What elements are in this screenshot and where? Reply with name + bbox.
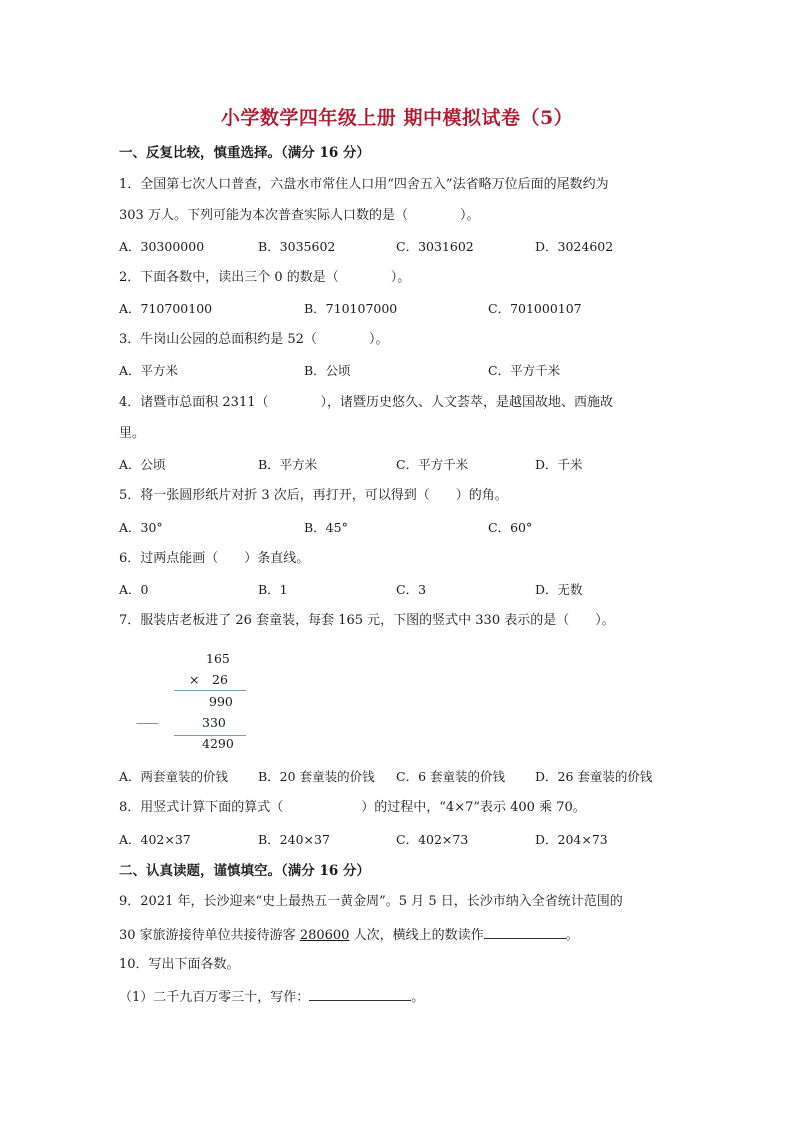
- q1-option-d[interactable]: D．3024602: [535, 239, 614, 254]
- q3-option-a[interactable]: A．平方米: [119, 363, 179, 378]
- q6-option-d[interactable]: D．无数: [535, 582, 583, 597]
- page-title: 小学数学四年级上册 期中模拟试卷（5）: [220, 107, 574, 129]
- q7-option-d[interactable]: D．26 套童装的价钱: [535, 769, 653, 784]
- q2-option-b[interactable]: B．710107000: [304, 301, 398, 316]
- q3-option-c[interactable]: C．平方千米: [488, 363, 561, 378]
- vm-partial-1: 990: [209, 694, 233, 709]
- q9-text-pre: 30 家旅游接待单位共接待游客: [119, 928, 300, 943]
- question-4-line2: 里。: [119, 426, 146, 441]
- q5-option-a[interactable]: A．30°: [119, 520, 163, 535]
- question-3: 3．牛岗山公园的总面积约是 52（ ）。: [119, 332, 389, 347]
- q2-option-a[interactable]: A．710700100: [119, 301, 213, 316]
- q9-text-post: 人次，横线上的数读作: [349, 928, 484, 943]
- q4-option-d[interactable]: D．千米: [535, 457, 583, 472]
- q1-option-c[interactable]: C．3031602: [396, 239, 474, 254]
- question-9-line1: 9．2021 年，长沙迎来“史上最热五一黄金周”。5 月 5 日，长沙市纳入全省统计范围的: [119, 894, 623, 909]
- q7-option-b[interactable]: B．20 套童装的价钱: [258, 769, 375, 784]
- q4-option-a[interactable]: A．公顷: [119, 457, 166, 472]
- question-10: 10．写出下面各数。: [119, 957, 240, 972]
- q7-option-a[interactable]: A．两套童装的价钱: [119, 769, 229, 784]
- q4-option-c[interactable]: C．平方千米: [396, 457, 469, 472]
- q5-option-c[interactable]: C．60°: [488, 520, 533, 535]
- q8-option-c[interactable]: C．402×73: [396, 832, 469, 847]
- q7-option-c[interactable]: C．6 套童装的价钱: [396, 769, 505, 784]
- section-2-heading: 二、认真读题，谨慎填空。（满分 16 分）: [119, 863, 370, 879]
- question-1-line1: 1．全国第七次人口普查，六盘水市常住人口用“四舍五入”法省略万位后面的尾数约为: [119, 177, 609, 192]
- question-1-line2: 303 万人。下列可能为本次普查实际人口数的是（ ）。: [119, 208, 480, 223]
- q8-option-d[interactable]: D．204×73: [535, 832, 608, 847]
- question-6: 6．过两点能画（ ）条直线。: [119, 551, 310, 566]
- question-8: 8．用竖式计算下面的算式（ ）的过程中，“4×7”表示 400 乘 70。: [119, 800, 586, 815]
- q8-option-a[interactable]: A．402×37: [119, 832, 191, 847]
- vm-partial-2: 330: [202, 715, 226, 730]
- q1-option-b[interactable]: B．3035602: [258, 239, 336, 254]
- q5-option-b[interactable]: B．45°: [304, 520, 348, 535]
- q6-option-c[interactable]: C．3: [396, 582, 427, 597]
- question-4-line1: 4．诸暨市总面积 2311（ ），诸暨历史悠久、人文荟萃，是越国故地、西施故: [119, 395, 613, 410]
- question-9-line2: [119, 924, 579, 946]
- arrow-pointer: ——: [136, 715, 157, 730]
- vm-multiplier: 26: [212, 672, 228, 687]
- question-7: 7．服装店老板进了 26 套童装，每套 165 元，下图的竖式中 330 表示的是（ ）。: [119, 613, 615, 628]
- q10-sub1-text: （1）二千九百万零三十，写作：: [119, 990, 310, 1005]
- question-10-sub1: [119, 986, 424, 1008]
- q8-option-b[interactable]: B．240×37: [258, 832, 330, 847]
- q9-number: 280600: [299, 928, 350, 943]
- vm-result: 4290: [202, 736, 234, 751]
- q2-option-c[interactable]: C．701000107: [488, 301, 582, 316]
- q4-option-b[interactable]: B．平方米: [258, 457, 318, 472]
- q3-option-b[interactable]: B．公顷: [304, 363, 351, 378]
- vm-multiplicand: 165: [206, 651, 230, 666]
- vm-rule-1: [174, 690, 246, 691]
- question-5: 5．将一张圆形纸片对折 3 次后，再打开，可以得到（ ）的角。: [119, 488, 508, 503]
- vm-multiply-sign: ×: [189, 672, 200, 687]
- q6-option-b[interactable]: B．1: [258, 582, 288, 597]
- section-1-heading: 一、反复比较，慎重选择。（满分 16 分）: [119, 145, 370, 161]
- question-2: 2．下面各数中，读出三个 0 的数是（ ）。: [119, 270, 411, 285]
- q9-text-end: 。: [565, 928, 579, 943]
- q10-sub1-end: 。: [411, 990, 425, 1005]
- q1-option-a[interactable]: A．30300000: [119, 239, 205, 254]
- q6-option-a[interactable]: A．0: [119, 582, 149, 597]
- q9-answer-blank[interactable]: [484, 924, 566, 939]
- q10-sub1-answer-blank[interactable]: [309, 986, 411, 1001]
